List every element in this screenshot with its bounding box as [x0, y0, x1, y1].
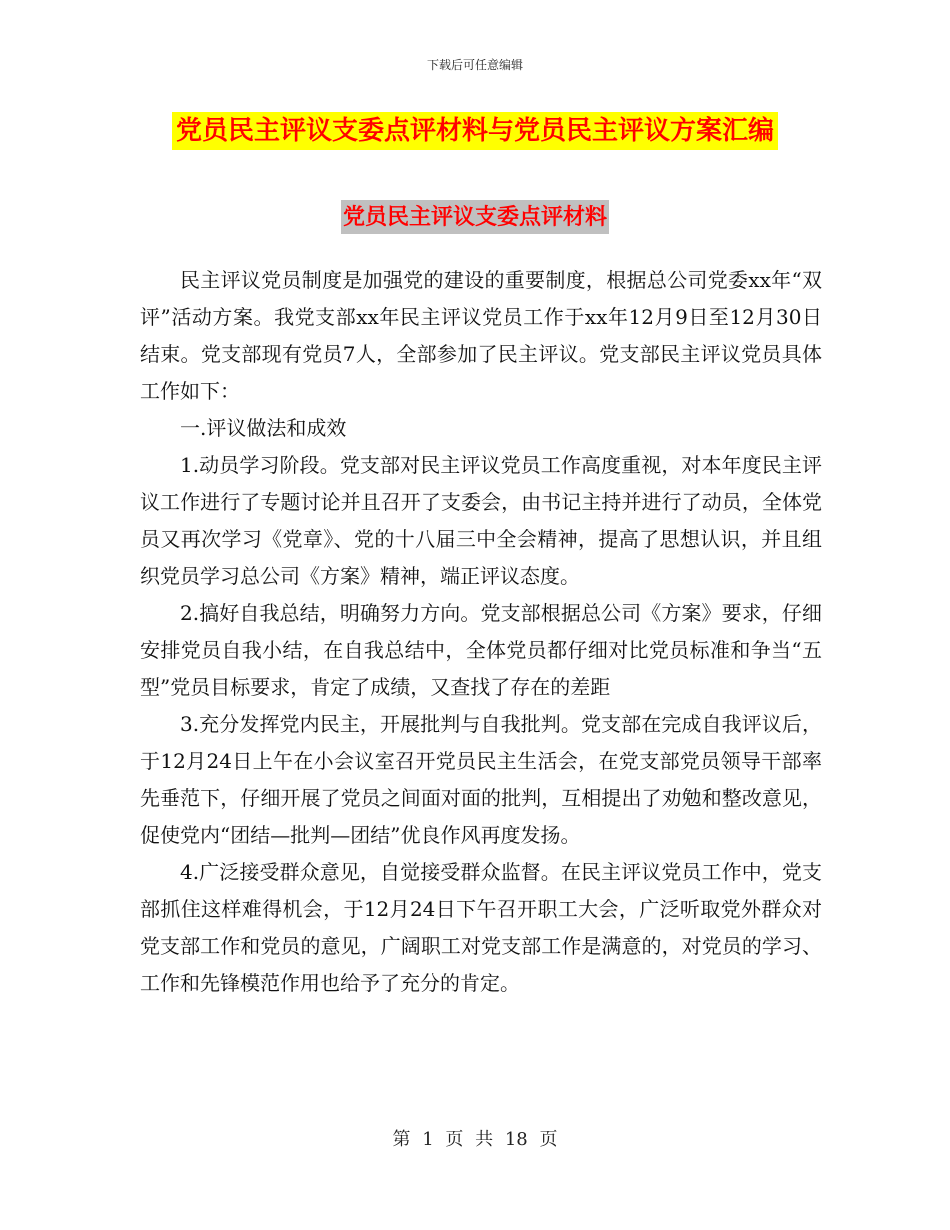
section-title-text: 党员民主评议支委点评材料 [341, 200, 609, 234]
paragraph-intro: 民主评议党员制度是加强党的建设的重要制度，根据总公司党委xx年“双评”活动方案。我党支部xx年民主评议党员工作于xx年12月9日至12月30日结束。党支部现有党员7人，全部参加了民主评议。党支部民主评议党员具体工作如下： [140, 268, 822, 403]
paragraph-item-1: 1.动员学习阶段。党支部对民主评议党员工作高度重视，对本年度民主评议工作进行了专题讨论并且召开了支委会，由书记主持并进行了动员，全体党员又再次学习《党章》、党的十八届三中全会精神，提高了思想认识，并且组织党员学习总公司《方案》精神，端正评议态度。 [140, 453, 822, 588]
document-title [0, 112, 950, 150]
document-body [140, 262, 822, 1002]
page-number-footer: 第 1 页 共 18 页 [392, 1129, 558, 1150]
document-title-text: 党员民主评议支委点评材料与党员民主评议方案汇编 [172, 112, 778, 150]
paragraph-item-2: 2.搞好自我总结，明确努力方向。党支部根据总公司《方案》要求，仔细安排党员自我小结，在自我总结中，全体党员都仔细对比党员标准和争当“五型”党员目标要求，肯定了成绩，又查找了存在的差距 [140, 601, 822, 699]
paragraph-heading: 一.评议做法和成效 [180, 416, 347, 440]
section-title [0, 200, 950, 234]
paragraph-item-4: 4.广泛接受群众意见，自觉接受群众监督。在民主评议党员工作中，党支部抓住这样难得机会，于12月24日下午召开职工大会，广泛听取党外群众对党支部工作和党员的意见，广阔职工对党支部工作是满意的，对党员的学习、工作和先锋模范作用也给予了充分的肯定。 [140, 860, 822, 995]
header-note: 下载后可任意编辑 [426, 58, 523, 72]
paragraph-item-3: 3.充分发挥党内民主，开展批判与自我批判。党支部在完成自我评议后，于12月24日上午在小会议室召开党员民主生活会，在党支部党员领导干部率先垂范下，仔细开展了党员之间面对面的批判，互相提出了劝勉和整改意见，促使党内“团结—批判—团结”优良作风再度发扬。 [140, 712, 822, 847]
